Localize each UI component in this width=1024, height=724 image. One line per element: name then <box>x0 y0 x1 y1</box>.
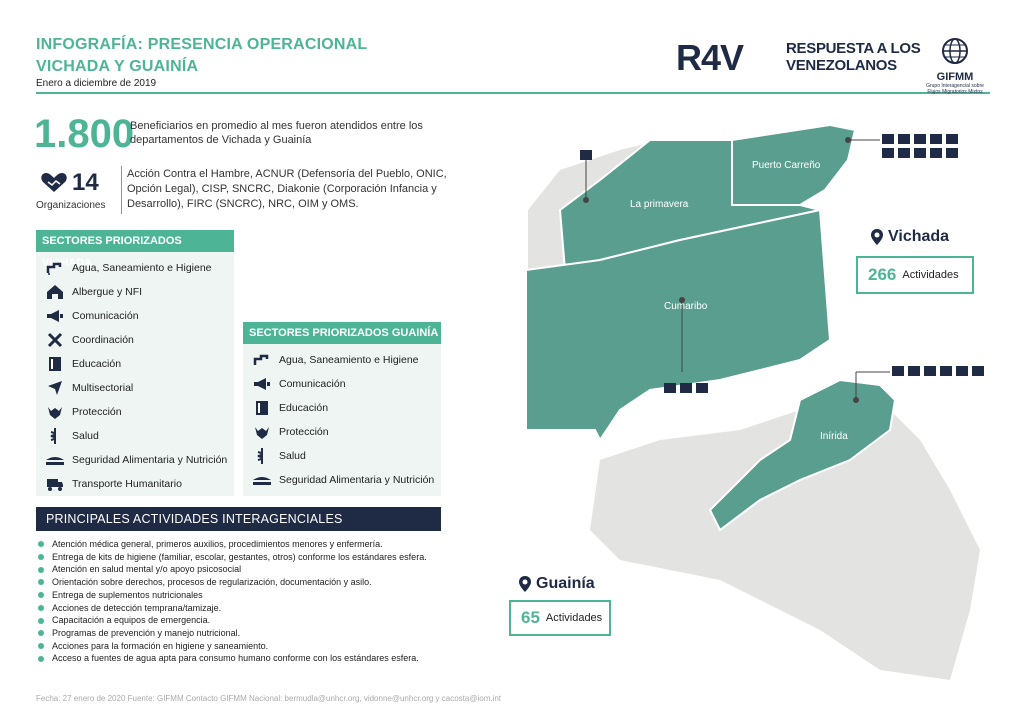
list-item <box>36 352 234 376</box>
sector-label: Comunicación <box>279 378 346 390</box>
water-tap-icon <box>251 352 273 368</box>
vichada-label <box>870 228 949 246</box>
label-puerto-carreno: Puerto Carreño <box>752 160 821 171</box>
book-icon <box>924 366 936 376</box>
health-icon <box>44 428 66 444</box>
list-item <box>36 448 234 472</box>
vichada-activities-value: 266 <box>868 265 897 284</box>
multisector-icon <box>44 380 66 396</box>
bullet-icon <box>38 605 44 611</box>
r4v-logo: R4V <box>676 37 744 78</box>
food-icon <box>44 452 66 468</box>
guainia-activities-label: Actividades <box>545 612 603 624</box>
coordination-icon <box>930 134 942 144</box>
activity-text: Programas de prevención y manejo nutricional. <box>52 627 241 638</box>
inirida-icons <box>892 366 984 376</box>
sectors-guainia-panel <box>243 322 441 496</box>
list-item <box>38 614 427 627</box>
logo-line-1: RESPUESTA A LOS <box>786 40 921 57</box>
sector-label: Albergue y NFI <box>72 286 143 298</box>
activity-text: Atención médica general, primeros auxilios, procedimientos menores y enfermería. <box>52 539 383 549</box>
protection-icon <box>940 366 952 376</box>
location-pin-icon <box>870 228 884 246</box>
list-item <box>36 400 234 424</box>
sector-label: Protección <box>72 406 122 418</box>
label-inirida: Inírida <box>820 431 848 442</box>
list-item <box>36 376 234 400</box>
guainia-name: Guainía <box>536 575 595 592</box>
megaphone-icon <box>908 366 920 376</box>
title-line-2: VICHADA Y GUAINÍA <box>36 58 199 75</box>
header-divider <box>36 92 990 94</box>
bullet-icon <box>38 643 44 649</box>
food-icon <box>251 472 273 488</box>
megaphone-icon <box>44 308 66 324</box>
puerto-carreno-icons <box>882 134 962 158</box>
sector-label: Multisectorial <box>72 382 134 394</box>
bullet-icon <box>38 618 44 624</box>
food-icon <box>930 148 942 158</box>
bullet-icon <box>38 567 44 573</box>
book-icon <box>251 400 273 416</box>
list-item <box>38 589 427 602</box>
sectors-vichada-panel <box>36 230 234 496</box>
list-item <box>36 280 234 304</box>
health-icon <box>696 383 708 393</box>
bullet-icon <box>38 592 44 598</box>
list-item <box>38 551 427 564</box>
r4v-logo-text <box>786 40 920 74</box>
handshake-icon <box>40 170 68 194</box>
organizations-text: Acción Contra el Hambre, ACNUR (Defensoría del Pueblo, ONIC, Opción Legal), CISP, SNCRC, Diakonie (Corporación Infancia y Desarrollo), FIRC (SNCRC), NRC, OIM y OMS. <box>127 168 447 210</box>
list-item <box>36 256 234 280</box>
sectors-vichada-title: SECTORES PRIORIZADOS VICHADA <box>36 230 234 252</box>
globe-icon <box>938 36 972 66</box>
bullet-icon <box>38 656 44 662</box>
sector-label: Salud <box>279 450 306 462</box>
guainia-label <box>518 575 595 593</box>
activity-text: Capacitación a equipos de emergencia. <box>52 615 211 626</box>
title-line-1: INFOGRAFÍA: PRESENCIA OPERACIONAL <box>36 36 368 53</box>
protection-icon <box>251 424 273 440</box>
sector-label: Educación <box>72 358 122 370</box>
location-pin-icon <box>518 575 532 593</box>
water-tap-icon <box>44 260 66 276</box>
sector-label: Seguridad Alimentaria y Nutrición <box>72 454 228 466</box>
activity-text: Acciones para la formación en higiene y saneamiento. <box>52 640 269 651</box>
map-land-south <box>590 400 980 680</box>
list-item <box>38 563 427 576</box>
organizations-divider <box>121 166 122 214</box>
list-item <box>243 372 441 396</box>
protection-icon <box>580 150 592 160</box>
activities-list <box>38 538 427 665</box>
footer-text: Fecha: 27 enero de 2020 Fuente: GIFMM Contacto GIFMM Nacional: bermudla@unhcr.org, vidonne@unhcr.org y cacosta@iom.int <box>36 694 502 703</box>
sector-label: Protección <box>279 426 329 438</box>
la-primavera-icons <box>580 150 592 160</box>
truck-icon <box>946 148 958 158</box>
book-icon <box>946 134 958 144</box>
activity-text: Entrega de kits de higiene (familiar, escolar, gestantes, otros) conforme los estándares esfera. <box>52 551 427 562</box>
label-cumaribo: Cumaribo <box>664 301 708 312</box>
sectors-guainia-title: SECTORES PRIORIZADOS GUAINÍA <box>243 322 441 344</box>
gifmm-subtitle: Grupo Interagencial sobre Flujos Migratorios Mixtos <box>926 83 984 95</box>
beneficiaries-text: Beneficiarios en promedio al mes fueron atendidos entre los departamentos de Vichada y Guainía <box>130 120 423 146</box>
list-item <box>243 396 441 420</box>
sector-label: Agua, Saneamiento e Higiene <box>72 262 212 274</box>
gifmm-name: GIFMM <box>936 71 974 83</box>
health-icon <box>956 366 968 376</box>
list-item <box>36 328 234 352</box>
bullet-icon <box>38 554 44 560</box>
water-tap-icon <box>892 366 904 376</box>
megaphone-icon <box>914 134 926 144</box>
protection-icon <box>44 404 66 420</box>
multisector-icon <box>882 148 894 158</box>
gifmm-logo <box>922 36 988 95</box>
list-item <box>38 640 427 653</box>
multisector-icon <box>664 383 676 393</box>
book-icon <box>44 356 66 372</box>
sector-label: Educación <box>279 402 329 414</box>
megaphone-icon <box>251 376 273 392</box>
label-la-primavera: La primavera <box>630 199 689 210</box>
sectors-vichada-list <box>36 256 234 496</box>
activities-title: PRINCIPALES ACTIVIDADES INTERAGENCIALES <box>36 507 441 531</box>
page-title <box>36 34 367 78</box>
list-item <box>38 652 427 665</box>
protection-icon <box>680 383 692 393</box>
list-item <box>36 424 234 448</box>
cumaribo-icons <box>664 383 708 393</box>
list-item <box>243 420 441 444</box>
bullet-icon <box>38 579 44 585</box>
list-item <box>243 348 441 372</box>
sector-label: Agua, Saneamiento e Higiene <box>279 354 419 366</box>
list-item <box>243 444 441 468</box>
activity-text: Entrega de suplementos nutricionales <box>52 589 203 600</box>
logo-line-2: VENEZOLANOS <box>786 57 897 74</box>
list-item <box>38 627 427 640</box>
sector-label: Coordinación <box>72 334 134 346</box>
vichada-name: Vichada <box>888 228 950 245</box>
organizations-value: 14 <box>72 169 99 196</box>
list-item <box>38 576 427 589</box>
shelter-icon <box>898 134 910 144</box>
coordination-icon <box>44 332 66 348</box>
sector-label: Salud <box>72 430 99 442</box>
bullet-icon <box>38 541 44 547</box>
sector-label: Comunicación <box>72 310 139 322</box>
health-icon <box>251 448 273 464</box>
list-item <box>36 472 234 496</box>
guainia-activities-box <box>509 600 611 636</box>
organizations-label: Organizaciones <box>36 200 106 211</box>
beneficiaries-value: 1.800 <box>34 112 135 156</box>
activity-text: Orientación sobre derechos, procesos de regularización, documentación y asilo. <box>52 577 372 588</box>
protection-icon <box>898 148 910 158</box>
bullet-icon <box>38 630 44 636</box>
health-icon <box>914 148 926 158</box>
sectors-guainia-list <box>243 348 441 492</box>
list-item <box>36 304 234 328</box>
list-item <box>38 602 427 615</box>
activity-text: Acciones de detección temprana/tamizaje. <box>52 602 222 613</box>
activity-text: Atención en salud mental y/o apoyo psicosocial <box>52 564 242 575</box>
sector-label: Seguridad Alimentaria y Nutrición <box>279 474 435 486</box>
vichada-activities-label: Actividades <box>902 269 959 281</box>
shelter-icon <box>44 284 66 300</box>
sector-label: Transporte Humanitario <box>72 478 182 490</box>
water-tap-icon <box>882 134 894 144</box>
vichada-activities-box <box>856 256 974 294</box>
period-label: Enero a diciembre de 2019 <box>36 78 157 89</box>
activity-text: Acceso a fuentes de agua apta para consumo humano conforme con los estándares esfera. <box>52 653 419 664</box>
guainia-activities-value: 65 <box>521 608 540 627</box>
food-icon <box>972 366 984 376</box>
list-item <box>38 538 427 551</box>
truck-icon <box>44 476 66 492</box>
list-item <box>243 468 441 492</box>
